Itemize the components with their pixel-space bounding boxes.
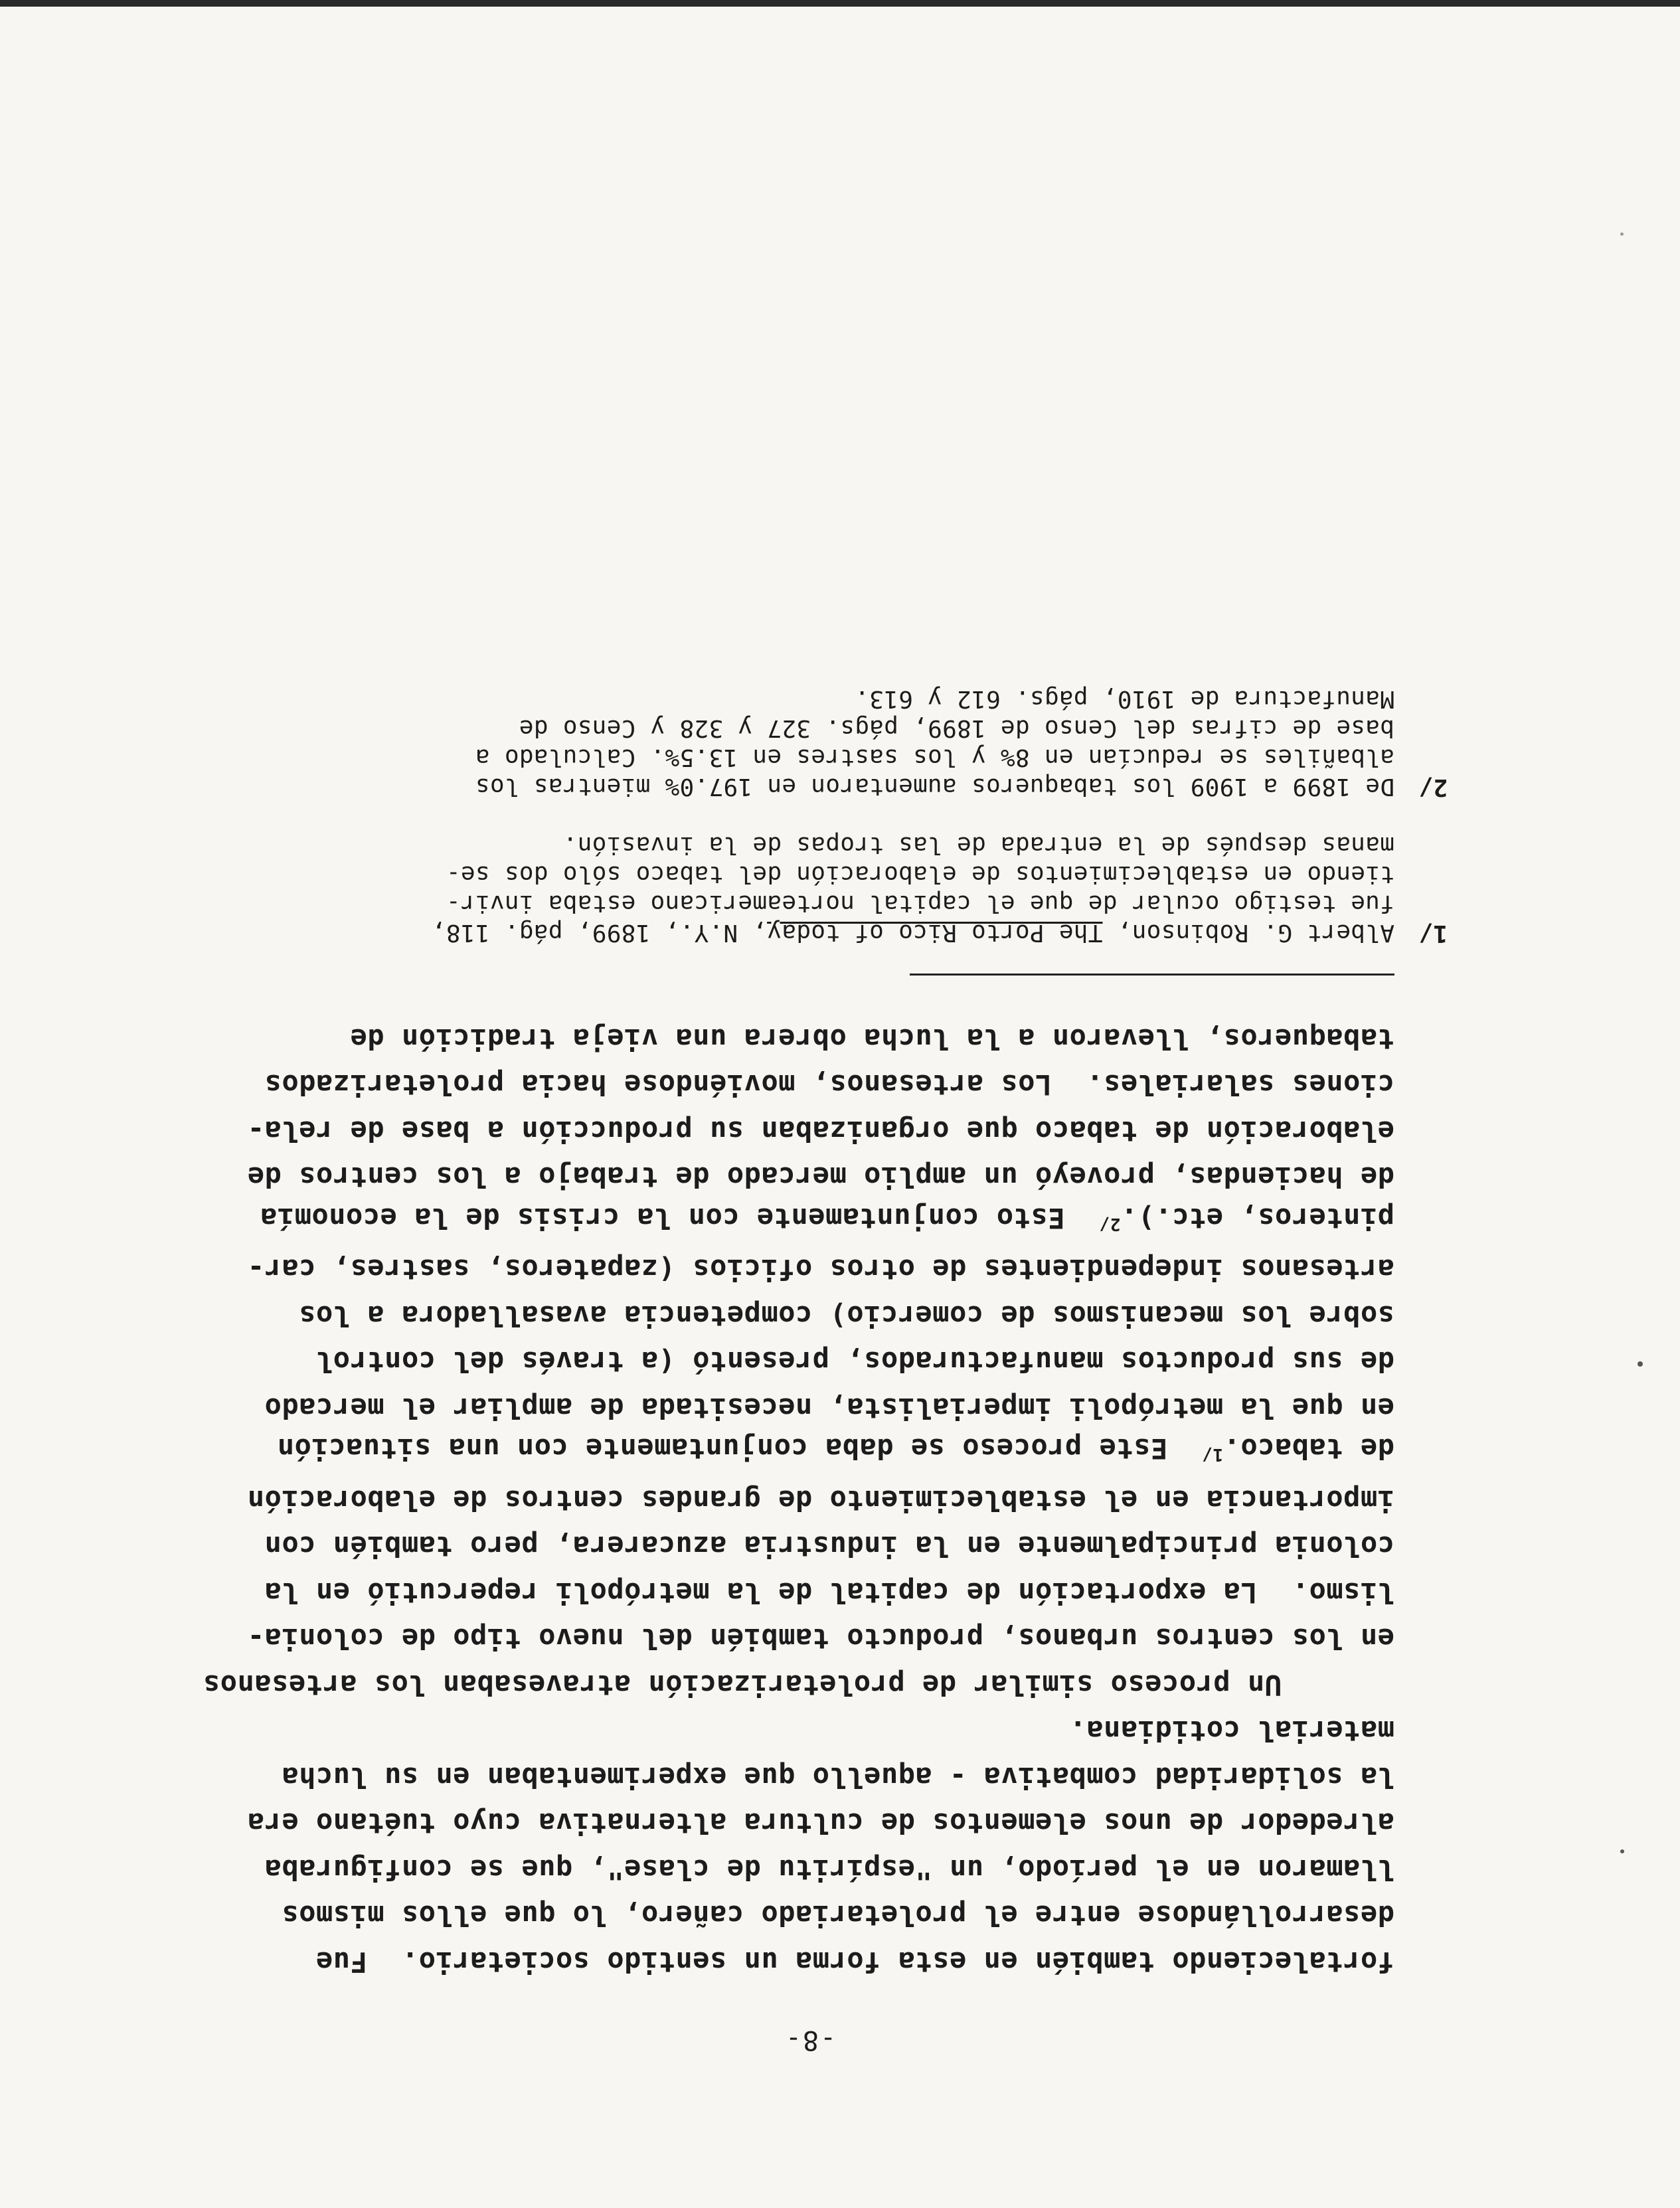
text-line: importancia en el establecimiento de grandes centros de elaboración	[247, 1484, 1394, 1517]
text-line: en los centros urbanos, producto también del nuevo tipo de colonia-	[247, 1622, 1394, 1656]
text-line: Un proceso similar de proletarización atravesaban los artesanos	[203, 1669, 1282, 1701]
footnote-line: tiendo en establecimientos de elaboración del tabaco sólo dos se-	[446, 861, 1394, 889]
cited-title: The Porto Rico of today	[767, 919, 1103, 947]
text-line: desarrollándose entre el proletariado cañero, lo que ellos mismos	[281, 1899, 1394, 1932]
footnote-line: Manufactura de 1910, págs. 612 y 613.	[854, 685, 1394, 713]
footnote-line: albañiles se reducían en 8% y los sastres en 13.5%. Calculado a	[475, 744, 1394, 772]
text-fragment: Este proceso se daba conjuntamente con una situación	[277, 1432, 1202, 1466]
scan-speck	[1620, 232, 1624, 236]
text-fragment: de tabaco.	[1223, 1432, 1394, 1466]
page-number: -8-	[784, 2025, 837, 2055]
footnote-line: fue testigo ocular de que el capital norteamericano estaba invir-	[446, 890, 1394, 918]
text-line: en que la metrópoli imperialista, necesitada de ampliar el mercado	[264, 1392, 1394, 1424]
paragraph-2	[203, 1016, 1394, 1709]
footnote-mark: 1/	[1418, 920, 1448, 948]
scan-speck	[1620, 1849, 1624, 1853]
footnote-mark: 2/	[1418, 774, 1448, 802]
text-line: llamaron en el período, un "espíritu de clase", que se configuraba	[264, 1853, 1394, 1886]
footnote-ref-2: 2/	[1099, 1214, 1121, 1234]
footnote-2	[226, 685, 1448, 802]
text-line: alrededor de unos elementos de cultura alternativa cuyo tuétano era	[247, 1807, 1394, 1840]
text-fragment: pinteros, etc.).	[1120, 1202, 1394, 1234]
text-line: tabaqueros, llevaron a la lucha obrera una vieja tradición de	[350, 1023, 1394, 1055]
footnote-1	[226, 831, 1448, 948]
footnote-line: manas después de la entrada de las tropas de la invasión.	[562, 831, 1394, 859]
footnote-line: De 1899 a 1909 los tabaqueros aumentaron en 197.0% mientras los	[475, 773, 1394, 801]
footnote-ref-1: 1/	[1201, 1444, 1224, 1465]
page-content	[203, 655, 1448, 2056]
text-line: colonia principalmente en la industria azucarera, pero también con	[264, 1530, 1394, 1563]
text-line: de haciendas, proveyó un amplio mercado de trabajo a los centros de	[247, 1161, 1394, 1194]
paragraph-1	[226, 1708, 1394, 1985]
footnote-divider	[910, 974, 1394, 976]
footnote-line: base de cifras del Censo de 1899, págs. 327 y 328 y Censo de	[519, 715, 1394, 742]
text-line: fortaleciendo también en esta forma un sentido societario. Fue	[315, 1946, 1394, 1978]
text-line: ciones salariales. Los artesanos, moviéndose hacia proletarizados	[264, 1068, 1394, 1102]
text-line: material cotidiana.	[1069, 1715, 1394, 1748]
text-fragment: Esto conjuntamente con la crisis de la economía	[260, 1202, 1100, 1234]
text-line	[226, 1431, 1394, 1478]
text-line: la solidaridad combativa - aquello que experimentaban en su lucha	[281, 1761, 1394, 1794]
text-line: sobre los mecanismos de comercio) competencia avasalladora a los	[298, 1300, 1394, 1332]
text-line: artesanos independientes de otros oficios (zapateros, sastres, car-	[247, 1253, 1394, 1286]
footnote-line: Albert G. Robinson, The Porto Rico of today, N.Y., 1899, pág. 118,	[431, 919, 1394, 947]
scan-speck	[1638, 1361, 1643, 1367]
text-line: de sus productos manufacturados, presentó (a través del control	[315, 1345, 1394, 1379]
text-line: elaboración de tabaco que organizaban su producción a base de rela-	[247, 1115, 1394, 1147]
text-line	[226, 1201, 1394, 1247]
text-line: lismo. La exportación de capital de la metrópoli repercutió en la	[264, 1576, 1394, 1609]
